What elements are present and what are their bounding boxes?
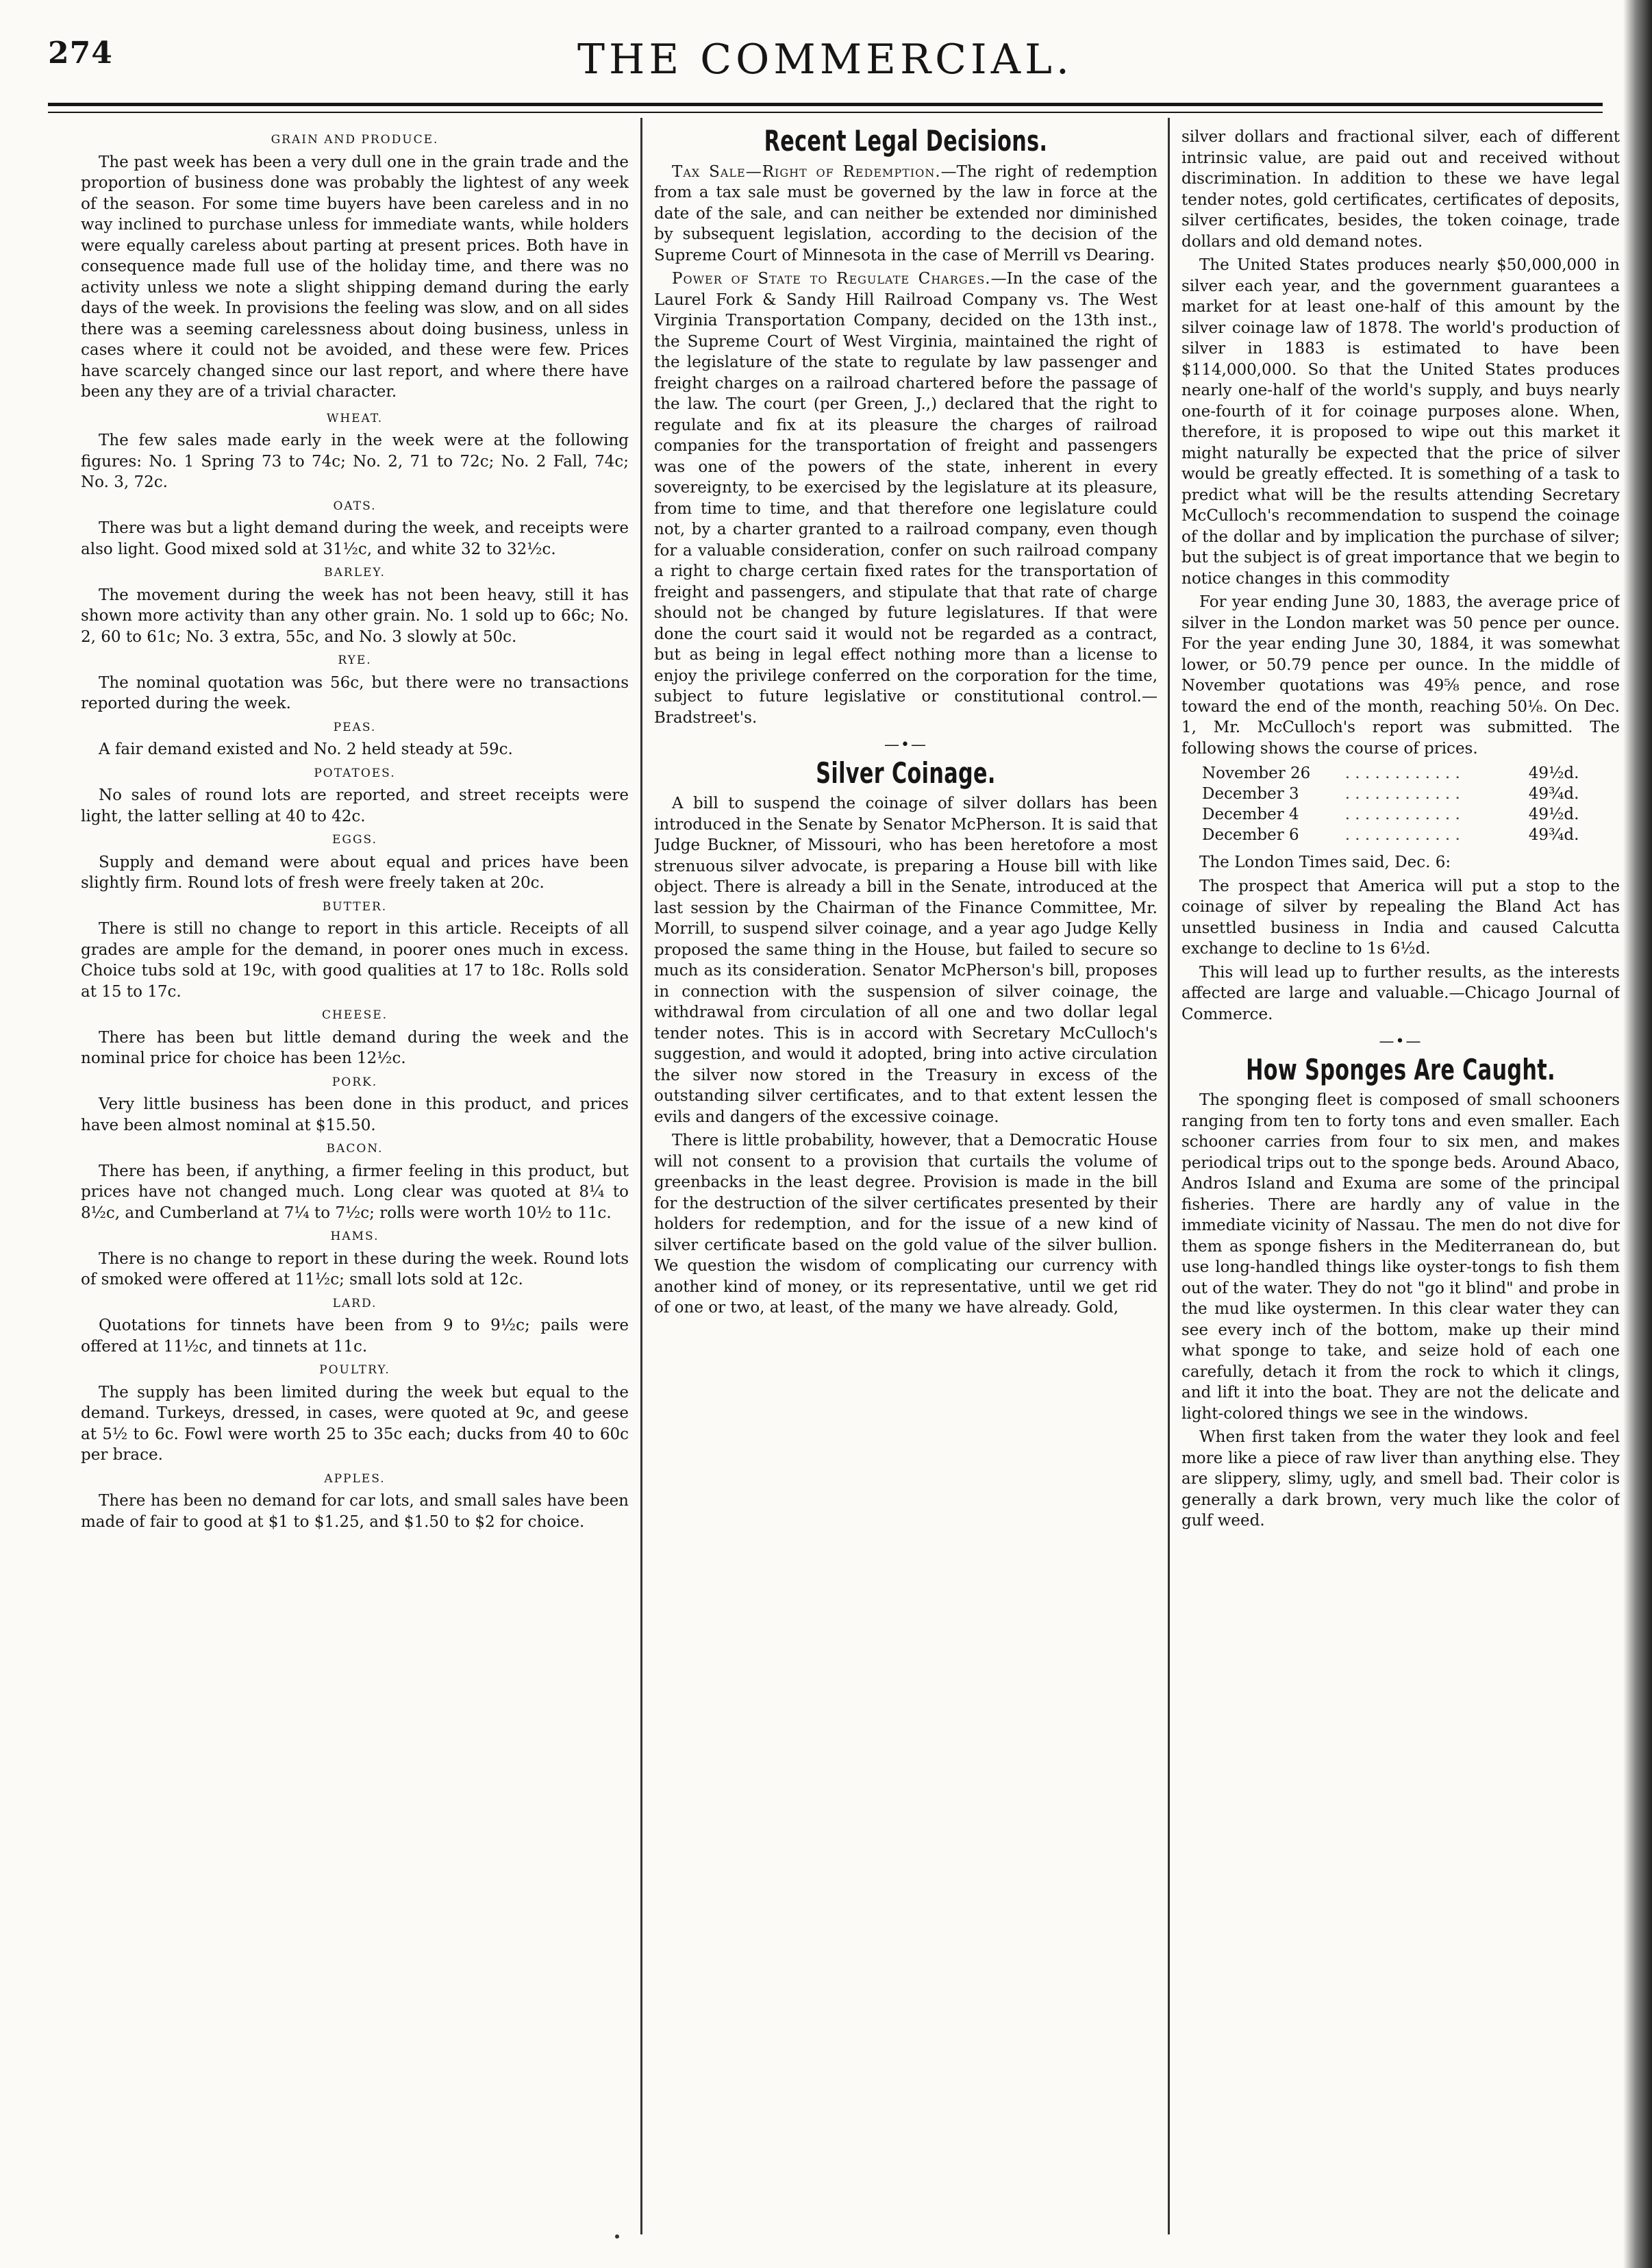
section-heading-butter: BUTTER.: [322, 899, 388, 914]
price-value: 49½d.: [1528, 806, 1579, 823]
section-heading-lard: LARD.: [332, 1296, 377, 1310]
column-grain-and-produce: [81, 127, 629, 2223]
legal-tax-sale: [654, 162, 1157, 266]
legal-regulate-charges-lead: Power of State to Regulate Charges.: [672, 270, 991, 288]
price-date: December 4: [1202, 806, 1299, 823]
wheat-report: The few sales made early in the week were at the following figures: No. 1 Spring 73 to 74c; No. 2, 71 to 72c; No. 2 Fall, 74c; No. 3, 72c.: [81, 432, 629, 491]
grain-intro: The past week has been a very dull one in the grain trade and the proportion of business done was probably the lightest of any week of the season. For some time buyers have been careless and in no way inclined to purchase unless for immediate wants, while holders were equally careless about parting at present prices. Both have in consequence made full use of the holiday time, and there was no activity unless we note a slight shipping demand during the early days of the week. In provisions the feeling was slow, and on all sides there was a seeming carelessness about doing business, unless in cases where it could not be avoided, and these were few. Prices have scarcely changed since our last report, and where there have been any they are of a trivial character.: [81, 153, 629, 401]
silver-price-history: For year ending June 30, 1883, the average price of silver in the London market was 50 pence per ounce. For the year ending June 30, 1884, it was somewhat lower, or 50.79 pence per ounce. In the middle of November quotations was 49⅝ pence, and rose toward the end of the month, reaching 50⅛. On Dec. 1, Mr. McCulloch's report was submitted. The following shows the course of prices.: [1181, 593, 1620, 758]
column-silver-and-sponges: [1181, 127, 1620, 2223]
silver-continued-2: The United States produces nearly $50,000,000 in silver each year, and the government guarantees a market for at least one-half of this amount by the silver coinage law of 1878. The world's production of silver in 1883 is estimated to have been $114,000,000. So that the United States produces nearly one-half of the world's supply, and buys nearly one-fourth of it for coinage purposes alone. When, therefore, it is proposed to wipe out this market it might naturally be expected that the price of silver would be greatly effected. It is something of a task to predict what will be the results attending Secretary McCulloch's recommendation to suspend the coinage of the dollar and by implication the purchase of silver; but the subject is of great importance that we begin to notice changes in this commodity: [1181, 256, 1620, 588]
legal-regulate-charges-text: —In the case of the Laurel Fork & Sandy Hill Railroad Company vs. The West Virginia Transportation Company, decided on the 13th inst., the Supreme Court of West Virginia, maintained the right of the legislature of the state to regulate by law passenger and freight charges on a railroad chartered before the passage of the law. The court (per Green, J.,) declared that the right to regulate and fix at its pleasure the charges of railroad companies for the transportation of freight and passengers was one of the powers of the state, inherent in every sovereignty, to be exercised by the legislature at its pleasure, from time to time, and that therefore one legislature could not, by a charter granted to a railroad company, even though for a valuable consideration, confer on such railroad company a right to charge certain fixed rates for the transportation of freight and passengers, and stipulate that that rate of charge should not be changed by future legislatures. If that were done the court said it would not be regarded as a contract, but as being in legal effect nothing more than a license to enjoy the privilege conferred on the corporation for the time, subject to future legislative or constitutional control.—Bradstreet's.: [654, 270, 1157, 727]
headline-silver-coinage: Silver Coinage.: [816, 756, 996, 790]
section-heading-hams: HAMS.: [330, 1230, 379, 1243]
silver-conclusion: This will lead up to further results, as the interests affected are large and valuable.—Chicago Journal of Commerce.: [1181, 963, 1620, 1023]
headline-legal-decisions: Recent Legal Decisions.: [764, 127, 1048, 158]
section-heading-peas: PEAS.: [333, 720, 377, 734]
rye-report: The nominal quotation was 56c, but there were no transactions reported during the week.: [81, 673, 629, 712]
section-heading-grain: GRAIN AND PRODUCE.: [271, 133, 439, 147]
header-rule-thin: [48, 112, 1603, 113]
barley-report: The movement during the week has not been heavy, still it has shown more activity than any other grain. No. 1 sold up to 66c; No. 2, 60 to 61c; No. 3 extra, 55c, and No. 3 slowly at 50c.: [81, 586, 629, 646]
poultry-report: The supply has been limited during the week but equal to the demand. Turkeys, dressed, in cases, were quoted at 9c, and geese at 5½ to 6c. Fowl were worth 25 to 35c each; ducks from 40 to 60c per brace.: [81, 1383, 629, 1464]
page-number: 274: [48, 36, 113, 71]
table-row: [1202, 784, 1579, 804]
bacon-report: There has been, if anything, a firmer feeling in this product, but prices have not changed much. Long clear was quoted at 8¼ to 8½c, and Cumberland at 7¼ to 7½c; rolls were worth 10½ to 11c.: [81, 1162, 629, 1222]
price-value: 49½d.: [1528, 764, 1579, 782]
section-heading-rye: RYE.: [338, 653, 372, 667]
column-rule-2: [1168, 118, 1170, 2234]
price-value: 49¾d.: [1528, 826, 1579, 844]
dot-leader: . . . . . . . . . . . .: [1344, 826, 1460, 844]
section-heading-bacon: BACON.: [326, 1142, 384, 1156]
dot-leader: . . . . . . . . . . . .: [1344, 785, 1460, 803]
section-heading-apples: APPLES.: [324, 1471, 386, 1486]
price-date: December 6: [1202, 826, 1299, 844]
column-legal-and-silver: [654, 127, 1157, 2223]
peas-report: A fair demand existed and No. 2 held steady at 59c.: [99, 740, 513, 758]
potatoes-report: No sales of round lots are reported, and street receipts were light, the latter selling at 40 to 42c.: [81, 786, 629, 825]
silver-paragraph-1: A bill to suspend the coinage of silver dollars has been introduced in the Senate by Senator McPherson. It is said that Judge Buckner, of Missouri, who has been heretofore a most strenuous silver advocate, is preparing a House bill with like object. There is already a bill in the Senate, introduced at the last session by the Chairman of the Finance Committee, Mr. Morrill, to suspend silver coinage, and a year ago Judge Kelly proposed the same thing in the House, but failed to secure so much as its consideration. Senator McPherson's bill, proposes in connection with the suspension of silver coinage, the withdrawal from circulation of all one and two dollar legal tender notes. This is in accord with Secretary McCulloch's suggestion, and would it adopted, bring into active circulation the silver now stored in the Treasury in excess of the outstanding silver certificates, and to that extent lessen the evils and dangers of the excessive coinage.: [654, 795, 1157, 1126]
butter-report: There is still no change to report in this article. Receipts of all grades are ample for the demand, in poorer ones much in excess. Choice tubs sold at 19c, with good qualities at 17 to 18c. Rolls sold at 15 to 17c.: [81, 920, 629, 1001]
silver-paragraph-2: There is little probability, however, that a Democratic House will not consent to a provision that curtails the volume of greenbacks in the least degree. Provision is made in the bill for the destruction of the silver certificates presented by their holders for redemption, and for the issue of a new kind of silver certificate based on the gold value of the silver bullion. We question the wisdom of complicating our currency with another kind of money, or its representative, until we get rid of one or two, at least, of the many we have already. Gold,: [654, 1132, 1157, 1317]
silver-continued-1: silver dollars and fractional silver, each of different intrinsic value, are paid out and received without discrimination. In addition to these we have legal tender notes, gold certificates, certificates of deposits, silver certificates, besides, the token coinage, trade dollars and old demand notes.: [1181, 128, 1620, 251]
dot-leader: . . . . . . . . . . . .: [1344, 806, 1460, 823]
section-heading-eggs: EGGS.: [331, 833, 377, 847]
article-divider: —•—: [884, 736, 927, 753]
legal-tax-sale-text: —The right of redemption from a tax sale must be governed by the law in force at the date of the sale, and can neither be extended nor diminished by subsequent legislation, according to the decision of the Supreme Court of Minnesota in the case of Merrill vs Dearing.: [654, 162, 1157, 264]
section-heading-barley: BARLEY.: [324, 566, 386, 580]
table-row: [1202, 804, 1579, 825]
section-heading-potatoes: POTATOES.: [314, 766, 396, 780]
lard-report: Quotations for tinnets have been from 9 to 9½c; pails were offered at 11½c, and tinnets at 11c.: [81, 1317, 629, 1356]
apples-report: There has been no demand for car lots, and small sales have been made of fair to good at $1 to $1.25, and $1.50 to $2 for choice.: [81, 1492, 629, 1531]
section-heading-oats: OATS.: [333, 499, 377, 513]
dot-leader: . . . . . . . . . . . .: [1344, 764, 1460, 782]
legal-tax-sale-lead: Tax Sale—Right of Redemption.: [672, 162, 941, 181]
ink-speck: [615, 2234, 619, 2239]
silver-price-table: [1202, 763, 1579, 845]
legal-regulate-charges: [654, 269, 1157, 728]
oats-report: There was but a light demand during the week, and receipts were also light. Good mixed sold at 31½c, and white 32 to 32½c.: [81, 519, 629, 558]
london-times-intro: The London Times said, Dec. 6:: [1199, 853, 1451, 871]
price-date: November 26: [1202, 764, 1311, 782]
header-rule-thick: [48, 103, 1603, 106]
sponges-paragraph-1: The sponging fleet is composed of small schooners ranging from ten to forty tons and even smaller. Each schooner carries from four to six men, and makes periodical trips out to the sponge beds. Around Abaco, Andros Island and Exuma are some of the principal fisheries. There are hardly any of value in the immediate vicinity of Nassau. The men do not dive for them as sponge fishers in the Mediterranean do, but use long-handled things like oyster-tongs to fish them out of the water. They do not "go it blind" and probe in the mud like oystermen. In this clear water they can see every inch of the bottom, make up their mind what sponge to take, and seize hold of each one carefully, detach it from the rock to which it clings, and lift it into the boat. They are not the delicate and light-colored things we see in the windows.: [1181, 1091, 1620, 1423]
article-divider: —•—: [1379, 1033, 1423, 1050]
price-date: December 3: [1202, 785, 1299, 803]
price-value: 49¾d.: [1528, 785, 1579, 803]
pork-report: Very little business has been done in this product, and prices have been almost nominal at $15.50.: [81, 1095, 629, 1134]
section-heading-pork: PORK.: [331, 1075, 378, 1089]
section-heading-cheese: CHEESE.: [321, 1008, 388, 1022]
london-times-quote: The prospect that America will put a stop to the coinage of silver by repealing the Bland Act has unsettled business in India and caused Calcutta exchange to decline to 1s 6½d.: [1181, 877, 1620, 958]
section-heading-wheat: WHEAT.: [326, 411, 384, 425]
column-rule-1: [640, 118, 642, 2234]
newspaper-title: THE COMMERCIAL.: [577, 36, 1073, 84]
section-heading-poultry: POULTRY.: [319, 1363, 390, 1377]
eggs-report: Supply and demand were about equal and prices have been slightly firm. Round lots of fresh were freely taken at 20c.: [81, 853, 629, 892]
hams-report: There is no change to report in these during the week. Round lots of smoked were offered at 11½c; small lots sold at 12c.: [81, 1249, 629, 1288]
binding-edge-shadow: [1623, 0, 1652, 2268]
headline-sponges: How Sponges Are Caught.: [1246, 1052, 1555, 1086]
sponges-paragraph-2: When first taken from the water they look and feel more like a piece of raw liver than anything else. They are slippery, slimy, ugly, and smell bad. Their color is generally a dark brown, very much like the color of gulf weed.: [1181, 1428, 1620, 1530]
table-row: [1202, 763, 1579, 784]
table-row: [1202, 825, 1579, 845]
cheese-report: There has been but little demand during the week and the nominal price for choice has been 12½c.: [81, 1028, 629, 1067]
masthead: [48, 36, 1603, 90]
